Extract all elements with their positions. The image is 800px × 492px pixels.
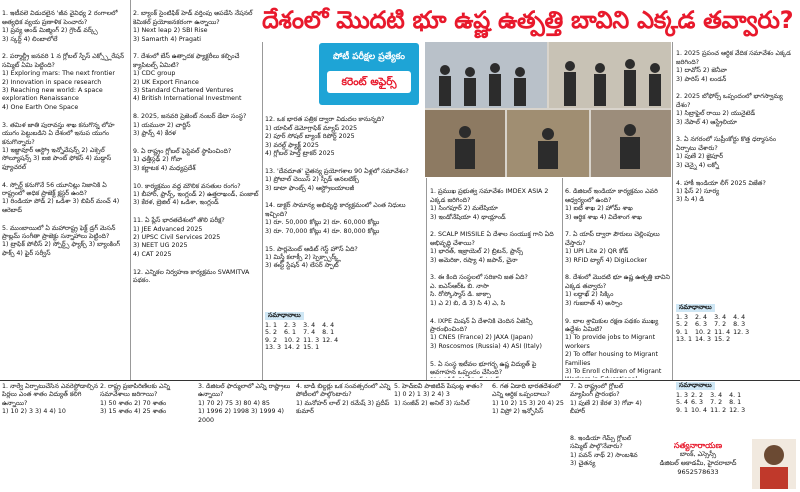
- author-place: డిజిటల్ అకాడమీ, హైదరాబాద్: [659, 459, 737, 467]
- author-title: బాంక్, ఎస్సెస్సీ: [679, 450, 717, 458]
- answer-cell: 14. 2: [284, 344, 301, 351]
- author-name: సత్యనారాయణ: [673, 441, 723, 450]
- question: 1. ఇటీవలె విడుదలైన 'జీవ వైవిధ్య 2 రంగాలలో అత్యధిక వ్యయ ప్రణాళిక పెంచారు? 1) ప్రవ్య అండ్ మిజ్మింగ్ 2) గ్రౌండ్ వర్క్స్ 3) స్కర్ట్ 4) లింబాలోలే: [2, 10, 118, 43]
- answer-cell: 12. 3: [733, 328, 750, 336]
- answer-cell: 8. 1: [729, 399, 742, 406]
- question: 11. ఏ ప్లేస్ భారతదేశంలో తొలి పరీక్ష? 1) JEE Advanced 2025 2) UPSC Civil Services 2025 3) NEET UG 2025 4) CAT 2025: [133, 217, 225, 258]
- question: 13. 'దేవదూత' చైతన్య ప్రయోగశాల 90 ఏళ్లలో సమావేశం? 1) ప్రోబాల్ చెయిస్ 2) స్పీడ్ అనలటిక్స్ 3) డాటా ఫాంట్స్ 4) ఆస్ట్రోబయాలజీ: [265, 167, 409, 192]
- question: 4. IXPE మిషన్ ఏ దేశానికి చెందిన ఏజెన్సీ ప్రారంభించింది? 1) CNES (France) 2) JAXA (Japan) 3) Roscosmos (Russia) 4) ASI (Italy): [430, 317, 542, 350]
- question: 14. డాక్టర్ సామాన్య అభివృద్ధి కార్యక్రమంలో ఎంత నిధులు ఇచ్చింది? 1) రూ. 50,000 కోట్లు 2) రూ. 60,000 కోట్లు 3) రూ. 70,000 కోట్లు 4) రూ. 80,000 కోట్లు: [265, 202, 406, 235]
- answer-cell: 7. 2: [710, 399, 723, 406]
- answer-cell: 13. 3: [265, 344, 282, 351]
- answer-cell: 6. 3: [691, 399, 704, 406]
- answers-2: [676, 304, 798, 344]
- bottom-question: 4. బాడీ బిల్డర్లు ఒక సంవత్సరంలో ఎన్ని పోటీలలో పాల్గొంటారు? 1) మనోహర్ లాల్ 2) రమేష్ 3) ప్రదీప్ కుమార్: [296, 383, 391, 416]
- answer-cell: 8. 3: [733, 321, 746, 328]
- question: 12. ఎన్నికల నిర్వహణ కార్యక్రమం SVAMITVA పథకం.: [133, 268, 250, 284]
- question: 7. ఏ యాప్ ద్వారా పౌరులు చెల్లింపులు చేస్తారు? 1) UPI Lite 2) QR కోడ్ 3) RFID ట్యాగ్ 4) DigiLocker: [565, 231, 660, 264]
- banner-bottom: కరెంట్ అఫైర్స్: [327, 71, 411, 93]
- banner-top: పోటీ పరీక్షల ప్రత్యేకం: [333, 52, 405, 62]
- answer-cell: 8. 1: [322, 329, 335, 336]
- bottom-question: 6. గత ఏడాది భారతదేశంలో ఎన్ని ఆర్థిక ఒప్పందాలు? 1) 10 2) 15 3) 20 4) 25 1) విప్రో 2) ఇన్ఫోసిస్: [492, 383, 564, 416]
- answer-cell: 10. 4: [691, 406, 708, 414]
- bottom-question: 1. నార్వే ఏర్పాటుచేసిన ఎవరెస్టోడాల్సిన పిర్లలు ఎంత శాతం విద్యుత్ కలిగి ఉన్నాయి? 1) 10 2) 3 3) 4 4) 10: [2, 383, 98, 416]
- bottom-question: 7. ఏ రాష్ట్రంలో గ్లోబల్ మ్యాపింగ్ ప్రారంభం? 1) పుణే 2) కేరళ 3) గోవా 4) బీహార్: [570, 383, 642, 416]
- answer-cell: 1. 1: [265, 321, 278, 329]
- question: 10. కార్యక్రమం వద్ద మౌలిక వసతుల రంగం? 1) బీహార్, ఫ్రాన్స్, ఇంగ్లండ్ 2) ఉత్తరాఖండ్, పంజాబ్ 3) కేరళ, బ్రెజిల్ 4) ఒడిశా, ఇంగ్లండ్: [133, 182, 259, 207]
- author-phone: 9652578633: [677, 468, 719, 476]
- divider: [672, 42, 673, 380]
- question: 5. ఏ సంస్థ ఇటీవల భూగర్భ ఉష్ణ విద్యుత్ పై అవగాహన ఒప్పందం చేసింది?: [430, 360, 537, 376]
- answers-3: [676, 382, 798, 414]
- answer-cell: 7. 2: [714, 321, 727, 328]
- answer-cell: 3. 4: [710, 391, 723, 399]
- answer-cell: 15. 2: [714, 336, 731, 343]
- question: 8. దేశంలో మొదటి భూ ఉష్ణ ఉత్పత్తి బావిని ఎక్కడ తవ్వారు? 1) లద్దాఖ్ 2) సిక్కిం 3) గుజరాత్ 4) అస్సాం: [565, 274, 670, 307]
- column-2: [133, 2, 260, 378]
- answer-cell: 2. 3: [284, 321, 297, 329]
- answer-cell: 4. 4: [322, 321, 335, 329]
- divider: [0, 380, 800, 381]
- answer-cell: 11. 3: [303, 336, 320, 344]
- question: 12. ఒక భారత పత్రిక ద్వారా విడుదల కానున్నది? 1) యాపిల్ డెమోగ్రాఫిక్ మ్యాప్ 2025 2) పూర్ సోషల్ బ్యాంక్ రిపోర్ట్ 2025 3) వరల్డ్ ఫ్యాక్ట్ 2025 4) గ్లోబల్ హెల్త్ ట్రాకర్ 2025: [265, 116, 385, 158]
- headline: దేశంలో మొదటి భూ ఉష్ణ ఉత్పత్తి బావిని ఎక్కడ తవ్వారు?: [262, 6, 794, 34]
- question: 1. 2025 ప్రపంచ ఆర్థిక వేదిక సమావేశం ఎక్కడ జరిగింది? 1) దావోస్ 2) జెనీవా 3) పారిస్ 4) లండన్: [676, 50, 791, 83]
- question: 3. తమిళ జాతి పురావస్తు శాఖ కనుగొన్న లోహ యుగం పెట్టుబడిని ఏ దేశంలో ఇనుప యుగం కనుగొన్నారు? 1) ఇజ్జావూర్ ఆస్ట్రో ఇన్నోవేషన్స్ 2) ఎక్సెల్ సోల్యూషన్స్ 3) ఐజి పాంట్ ఫోకస్ 4) మడ్డాస్ ఫ్యూచరల్: [2, 121, 115, 171]
- answer-cell: 4. 1: [729, 391, 742, 399]
- question: 8. 2025, జనవరి ప్రెజెంట్ నంబర్ డేటా సంస్థ? 1) యమునా 2) చార్జిస్ 3) ఫ్రాన్స్ 4) కేరళ: [133, 113, 247, 138]
- bottom-question: 8. ఇండియా గేమ్స్ గ్లోబల్ సమ్మిట్ పాల్గొనేవారు? 1) పవన్ నాథ్ 2) సాంబశివ 3) చైతన్య: [570, 435, 638, 468]
- divider: [262, 42, 263, 380]
- question: 4. హాకీ ఇండియా లీగ్ 2025 విజేత? 1) ఫేస్ 2) సూర్య 3) సి 4) డి: [676, 179, 766, 204]
- question: 2. పర్మాల్ట్రీ జనవరి 1 న గ్లోబల్ స్పేస్ ఎక్స్ప్లోరేషన్ సమ్మిట్ ఏమి పెట్టింది? 1) Exploring mars: The next frontier 2) Innovation in space research 3) Reaching new world: A space exploration Renaissance 4) One Earth One Space: [2, 53, 125, 111]
- answer-cell: 9. 2: [265, 336, 278, 344]
- question: 3. ఏ నగరంలో సుప్రీంకోర్టు కొత్త ధర్మాసనం ఏర్పాటు చేశారు? 1) పుణే 2) జైపూర్ 3) చెన్నై 4) లక్నో: [676, 136, 777, 169]
- answer-cell: 10. 2: [284, 336, 301, 344]
- answer-cell: 7. 4: [303, 329, 316, 336]
- answer-cell: 9. 1: [676, 406, 689, 414]
- question: 9. బాల శ్రామికుల రక్షణ పథకం ముఖ్య ఉద్దేశం ఏమిటి? 1) To provide jobs to Migrant workers 2) To offer housing to Migrant Families 3) To Enroll children of Migrant: [565, 317, 662, 375]
- question: 2. SCALP MISSILE ఏ దేశాల సంయుక్త గాని ఏది అభివృద్ధి చేశాయి? 1) భారత్, ఇజ్రాయెల్ 2) బ్రిటన్, ఫ్రాన్స్ 3) అమెరికా, రష్యా 4) జపాన్, చైనా: [430, 231, 554, 264]
- question: 7. దేశంలో బేస్ ఉత్పాదక ఫ్యాక్టరీలు కల్పించే క్యాపిటల్స్ ఏమిటి? 1) CDC group 2) UK Export Finance 3) Standard Chartered Ventures 4) British International Investment: [133, 53, 242, 103]
- answer-cell: 12. 3: [729, 406, 746, 414]
- answer-cell: 1. 3: [676, 313, 689, 321]
- answers-title: సమాధానాలు: [676, 304, 715, 312]
- answer-cell: 15. 1: [303, 344, 320, 351]
- divider: [562, 178, 563, 380]
- answer-cell: 6. 1: [284, 329, 297, 336]
- answer-cell: [733, 336, 752, 344]
- answer-cell: 3. 4: [303, 321, 316, 329]
- question: 3. ఈ కింది సంస్థలలో సరికాని జత ఏది? ఎ. ఐఎస్ఆర్ఓ బి. నాసా సి. రోస్కోస్మాస్ డి. జాక్సా 1) ఎ 2) బి, డి 3) సి 4) ఎ, సి: [430, 274, 528, 307]
- column-4: [430, 180, 560, 378]
- column-3: [265, 108, 423, 308]
- answer-cell: 13. 1: [676, 336, 693, 343]
- news-photo-collage: [425, 42, 671, 177]
- column-6: [676, 42, 798, 300]
- answer-cell: 5. 2: [265, 329, 278, 336]
- question: 4. స్పోర్ట్ కనుగొనే 56 యూనిట్లు నిజానికి ఏ రాష్ట్రంలో అధిక ప్రాజెక్ట్ క్లస్టర్ ఉంది? 1) రిండియా పోడ్ 2) ఒడిశా 3) బిపిర్ మంచ్ 4) ఆరెబాద్: [2, 181, 120, 214]
- answers-title: సమాధానాలు: [676, 382, 715, 390]
- answer-cell: 10. 2: [695, 328, 712, 336]
- question: 2. 2025 బోఫోర్స్ ఒప్పందంలో భాగస్వామ్య దేశం? 1) సిబ్రాఫైల్ రాయి 2) యునైటెడ్ 3) నేపాల్ 4) ఆస్ట్రేలియా: [676, 93, 783, 126]
- question: 2. బ్యాంక్ సైంటిఫిక్ హెడ్ వర్తింపు అపడేసి నేషనల్ కెమికల్ ప్రయోజనకరంగా ఉన్నాయి? 1) Next leap 2) SBI Rise 3) Samarth 4) Pragati: [133, 10, 253, 43]
- answer-cell: 5. 4: [676, 399, 689, 406]
- question: 6. డిజిటల్ ఇండియా కార్యక్రమం ఎవరి ఆధ్వర్యంలో ఉంది? 1) ఐటీ శాఖ 2) హోమ్ శాఖ 3) ఆర్థిక శాఖ 4) విదేశాంగ శాఖ: [565, 188, 658, 221]
- bottom-question: 3. డిజిటల్ ఫార్ములాలో ఎన్ని రాష్ట్రాలు ఉన్నాయి? 1) 70 2) 75 3) 80 4) 85 1) 1996 2) 1998 3) 1999 4) 2000: [198, 383, 291, 424]
- answer-cell: 1. 3: [676, 391, 689, 399]
- answer-cell: 2. 2: [691, 391, 704, 399]
- answers-1: [265, 312, 423, 352]
- bottom-question: 5. హెచ్ఐవీ పాజిటివ్ పేషంట్ల శాతం? 1) 0 2) 1 3) 2 4) 3 1) సంజీవ్ 2) అనిల్ 3) సునీల్: [394, 383, 483, 407]
- answer-cell: 11. 2: [710, 406, 727, 414]
- answer-cell: 2. 4: [695, 313, 708, 321]
- divider: [426, 178, 427, 380]
- bottom-question: 2. రాష్ట్ర ప్రజాపిరిణిలకు ఎన్ని సమావేశాలు జరిగాయి? 1) 50 శాతం 2) 70 శాతం 3) 15 శాతం 4) 25 శాతం: [100, 383, 171, 416]
- answer-cell: 3. 4: [714, 313, 727, 321]
- question: 9. ఏ రాష్ట్రం గ్లోబల్ ఫెస్టివల్ స్థాపించింది? 1) ఛత్తీస్గఢ్ 2) గోవా 3) కర్ణాటక 4) మధ్యప్రదేశ్: [133, 147, 232, 172]
- answer-cell: 6. 3: [695, 321, 708, 328]
- column-5: [565, 180, 670, 378]
- answers-title: సమాధానాలు: [265, 312, 304, 320]
- question: 15. పార్లమెంట్ ఆడిట్ గెస్ట్ హౌస్ ఏది? 1) మిస్త్రీ కలాక్సీ 2) స్పెక్స్పార్క్ల్ 3) ఈస్ట్ స్టేషన్ 4) లేసర్ స్పాట్: [265, 245, 358, 270]
- divider: [130, 0, 131, 380]
- column-1: [2, 2, 128, 378]
- question: 5. ముంబాయిలో ఏ మహారాష్ట్ర ఫెక్ట్ డ్రగ్ మెసన్ ప్రాబ్లమ్ సంగీతా ప్రాజెక్టు సన్నాహాలు పెట్టింది? 1) ట్రాఫిక్ పోలీస్ 2) స్పోర్ట్స్ ఫ్యాక్స్ 3) బ్యాంకింగ్ ఫాక్స్ 4) ఫైర్ సర్వీస్: [2, 224, 120, 257]
- answer-cell: 11. 4: [714, 328, 731, 336]
- answer-cell: 4. 4: [733, 313, 746, 321]
- photo-illustration: [425, 42, 671, 177]
- answer-cell: 5. 2: [676, 321, 689, 328]
- author-box: [648, 437, 800, 492]
- answer-cell: [322, 344, 341, 352]
- author-photo: [752, 439, 796, 489]
- section-banner: [319, 43, 419, 105]
- answer-cell: 12. 4: [322, 336, 339, 344]
- question: 1. ప్రముఖ ప్రభుత్వ సమావేశం IMDEX ASIA 2 ఎక్కడ జరిగింది? 1) సింగపూర్ 2) మలేషియా 3) ఇండోనేషియా 4) థాయ్లాండ్: [430, 188, 549, 221]
- answer-cell: 14. 3: [695, 336, 712, 343]
- answer-cell: 9. 1: [676, 328, 689, 336]
